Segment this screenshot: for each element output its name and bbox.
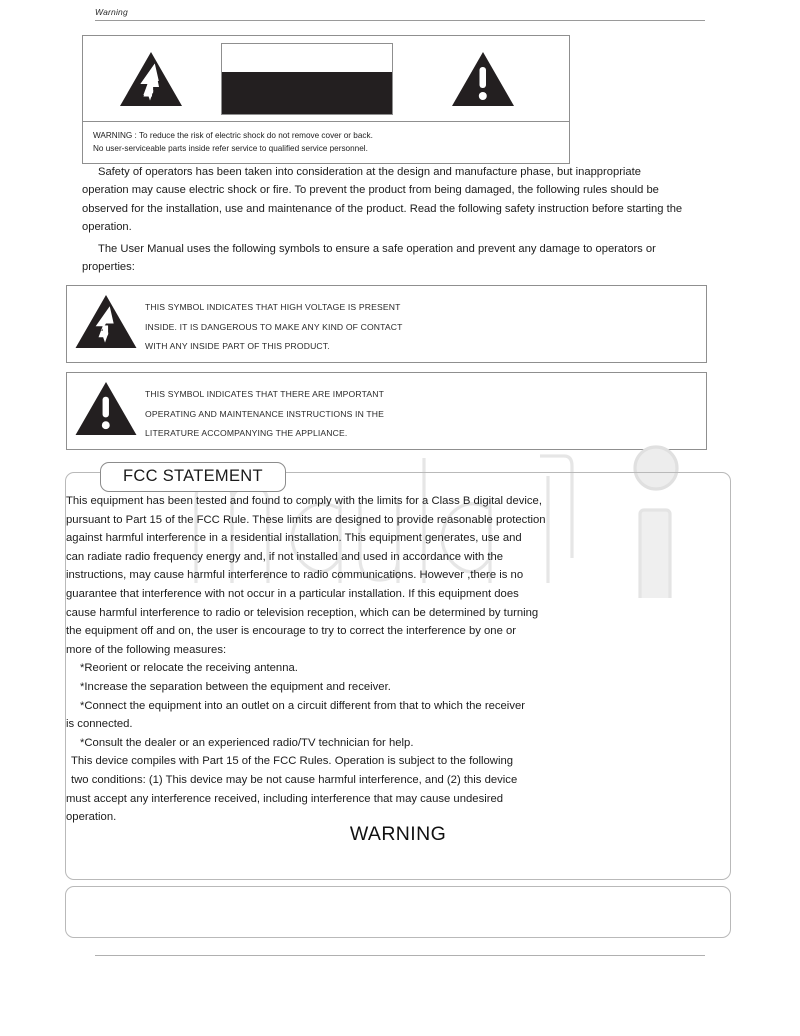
fcc-line: can radiate radio frequency energy and, if not installed and used in accordance with the: [66, 550, 504, 563]
fcc-closing-line: two conditions: (1) This device may be not cause harmful interference, and (2) this device: [71, 773, 518, 786]
fcc-line: cause harmful interference to radio or television reception, which can be determined by turning: [66, 606, 539, 619]
intro-paragraph-2-text: The User Manual uses the following symbols to ensure a safe operation and prevent any damage to operators or properties:: [82, 243, 656, 274]
warning-caption: [83, 121, 569, 163]
fcc-bullet: *Connect the equipment into an outlet on a circuit different from that to which the receiver: [80, 699, 526, 712]
fcc-bullet: *Increase the separation between the equipment and receiver.: [80, 680, 391, 693]
symbol-box-text: [145, 373, 384, 444]
symbol-box-line-3: WITH ANY INSIDE PART OF THIS PRODUCT.: [145, 341, 330, 351]
symbol-box-line-1: THIS SYMBOL INDICATES THAT THERE ARE IMPORTANT: [145, 389, 384, 399]
fcc-statement-legend: FCC STATEMENT: [100, 462, 286, 492]
page-header-rule: [95, 20, 705, 21]
fcc-closing-line: must accept any interference received, including interference that may cause undesired: [66, 792, 504, 805]
exclamation-triangle-icon: [74, 380, 138, 437]
symbol-box-high-voltage: [66, 285, 707, 363]
symbol-box-line-1: THIS SYMBOL INDICATES THAT HIGH VOLTAGE IS PRESENT: [145, 302, 401, 312]
block-black-half: [222, 72, 392, 114]
fcc-bullet-continuation: is connected.: [66, 718, 133, 731]
fcc-warning-heading: WARNING: [349, 823, 447, 845]
symbol-box-line-3: LITERATURE ACCOMPANYING THE APPLIANCE.: [145, 428, 348, 438]
page-header: [95, 6, 705, 21]
symbol-box-text: [145, 286, 403, 357]
fcc-closing-line: operation.: [66, 811, 117, 824]
fcc-line: against harmful interference in a residential installation. This equipment generates, use and: [66, 532, 522, 545]
symbol-box-icon-cell: [67, 373, 145, 437]
fcc-bullet: *Reorient or relocate the receiving antenna.: [80, 662, 298, 675]
lightning-bolt-triangle-icon: [119, 50, 183, 108]
warning-cell-middle: [218, 36, 396, 121]
fcc-bullet: *Consult the dealer or an experienced radio/TV technician for help.: [80, 736, 414, 749]
warning-cell-left: [83, 36, 218, 121]
warning-caption-line-2: No user-serviceable parts inside refer service to qualified service personnel.: [93, 144, 368, 153]
intro-paragraph-1: [82, 163, 690, 237]
lightning-bolt-triangle-icon: [74, 293, 138, 350]
symbol-box-icon-cell: [67, 286, 145, 350]
intro-paragraph-2: [82, 240, 690, 277]
warning-caption-line-1: WARNING : To reduce the risk of electric shock do not remove cover or back.: [93, 131, 373, 140]
page-header-label: Warning: [95, 7, 128, 17]
intro-paragraph-1-text: Safety of operators has been taken into consideration at the design and manufacture phase, but inappropriate operation may cause electric shock or fire. To prevent the product from being damaged, the following rules should be observed for the installation, use and maintenance of the product. Read the following safety instruction before starting the operation.: [82, 166, 683, 234]
page-footer-rule: [95, 955, 705, 956]
fcc-line: guarantee that interference with not occur in a particular installation. If this equipment does: [66, 587, 519, 600]
black-white-block: [221, 43, 393, 115]
warning-symbol-row: [83, 36, 569, 121]
empty-bottom-box: [65, 886, 731, 938]
warning-panel: [82, 35, 570, 164]
fcc-closing-line: This device compiles with Part 15 of the FCC Rules. Operation is subject to the following: [71, 755, 514, 768]
fcc-line: pursuant to Part 15 of the FCC Rule. These limits are designed to provide reasonable protection: [66, 513, 546, 526]
block-white-half: [222, 44, 392, 72]
fcc-line: the equipment off and on, the user is encourage to try to correct the interference by one or: [66, 625, 517, 638]
fcc-line: more of the following measures:: [66, 643, 227, 656]
symbol-box-line-2: INSIDE. IT IS DANGEROUS TO MAKE ANY KIND OF CONTACT: [145, 321, 403, 332]
fcc-line: instructions, may cause harmful interference to radio communications. However ,there is no: [66, 569, 524, 582]
fcc-line: This equipment has been tested and found to comply with the limits for a Class B digital device,: [66, 495, 542, 507]
symbol-box-important-instructions: [66, 372, 707, 450]
warning-cell-right: [396, 36, 569, 121]
symbol-box-line-2: OPERATING AND MAINTENANCE INSTRUCTIONS IN THE: [145, 408, 384, 419]
fcc-statement-body: [66, 492, 676, 827]
exclamation-triangle-icon: [451, 50, 515, 108]
